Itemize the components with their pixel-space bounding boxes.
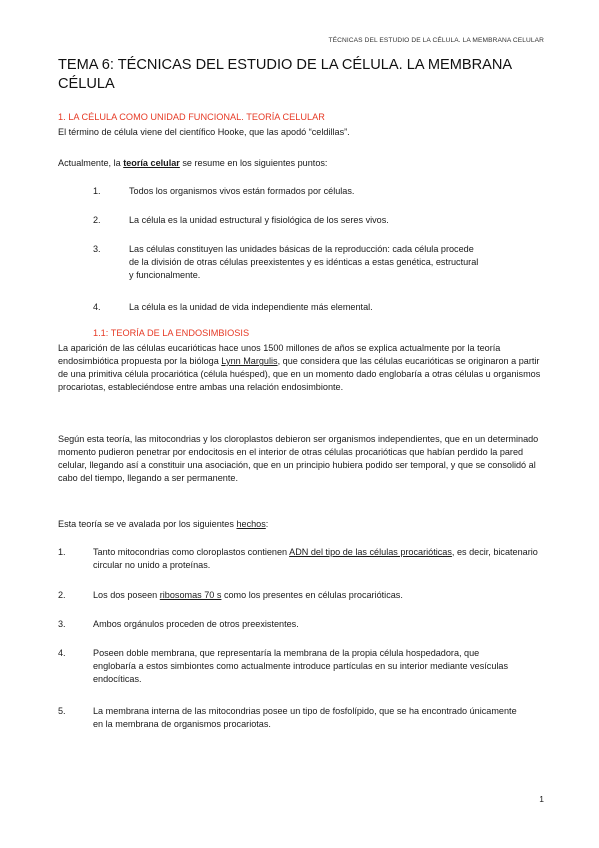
running-header: TÉCNICAS DEL ESTUDIO DE LA CÉLULA. LA MEMBRANA CELULAR [328,37,544,44]
lead-text: Actualmente, la [58,158,124,168]
fact-text-start: Tanto mitocondrias como cloroplastos contienen [93,547,290,557]
list-number: 3. [93,244,101,254]
lead-paragraph [58,157,543,170]
fact-text: Poseen doble membrana, que representaría la membrana de la propia célula hospedadora, que englobaría a estos simbiontes como actualmente introduce partículas en su interior mediante vesículas endocíticas. [93,648,509,684]
intro-paragraph: El término de célula viene del científico Hooke, que las apodó “celdillas”. [58,127,350,137]
term-teoria-celular: teoría celular [123,158,180,168]
link-ribosomas[interactable]: ribosomas 70 s [159,590,222,600]
subsection-heading: 1.1: TEORÍA DE LA ENDOSIMBIOSIS [93,328,250,338]
fact-text-end: como los presentes en células procarióticas. [221,590,403,600]
fact-number: 4. [58,648,66,658]
fact-text [93,589,541,602]
fact-text-start: Los dos poseen [93,590,160,600]
list-text: La célula es la unidad estructural y fisiológica de los seres vivos. [129,215,389,225]
paragraph-text-end: , que considera que las células eucarióticas se originaron a partir de una primitiva célula procariótica (célula huésped), que en un momento dado englobaría a otras células u organismos procariotas, estableciéndose entre ambas una relación endosimbionte. [58,356,541,392]
list-text: La célula es la unidad de vida independiente más elemental. [129,302,373,312]
facts-lead-text: Esta teoría se ve avalada por los siguientes [58,519,237,529]
page-title: TEMA 6: TÉCNICAS DEL ESTUDIO DE LA CÉLULA. LA MEMBRANA CÉLULA [58,57,512,92]
fact-number: 5. [58,706,66,716]
link-adn-procariotico[interactable]: ADN del tipo de las células procarióticas [289,547,452,557]
fact-text [93,546,541,572]
fact-number: 1. [58,547,66,557]
fact-text-end: , es decir, bicatenario circular no unido a proteínas. [93,547,538,570]
page-number: 1 [539,794,544,804]
fact-text: La membrana interna de las mitocondrias posee un tipo de fosfolípido, que se ha encontrado únicamente en la membrana de organismos procariotas. [93,706,517,729]
paragraph-text: La aparición de las células eucarióticas hace unos 1500 millones de años se explica actualmente por la teoría endosimbiótica propuesta por la bióloga [58,343,501,366]
list-text: Todos los organismos vivos están formados por células. [129,186,355,196]
paragraph-endosymbiosis [58,342,543,394]
facts-lead-end: : [265,519,269,529]
paragraph-mitochondria: Según esta teoría, las mitocondrias y los cloroplastos debieron ser organismos independientes, que en un determinado momento pudieron penetrar por endocitosis en el interior de otras células procarióticas que habían perdido la pared celular, llegando así a constituir una asociación, que en un principio hubiera podido ser temporal, y que se consolidó al cabo del tiempo, llegando a ser permanente. [58,434,539,483]
paragraph-facts-lead [58,518,543,531]
fact-number: 2. [58,590,66,600]
list-number: 2. [93,215,101,225]
list-text: Las células constituyen las unidades básicas de la reproducción: cada célula procede de la división de otras células preexistentes y es idénticas a estas genética, estructural y funcionalmente. [129,244,479,280]
term-hechos: hechos [236,519,266,529]
list-number: 1. [93,186,101,196]
link-lynn-margulis[interactable]: Lynn Margulis [221,356,278,366]
lead-text-end: se resume en los siguientes puntos: [179,158,328,168]
section-heading: 1. LA CÉLULA COMO UNIDAD FUNCIONAL. TEORÍA CELULAR [58,112,325,122]
fact-number: 3. [58,619,66,629]
fact-text: Ambos orgánulos proceden de otros preexistentes. [93,619,299,629]
list-number: 4. [93,302,101,312]
